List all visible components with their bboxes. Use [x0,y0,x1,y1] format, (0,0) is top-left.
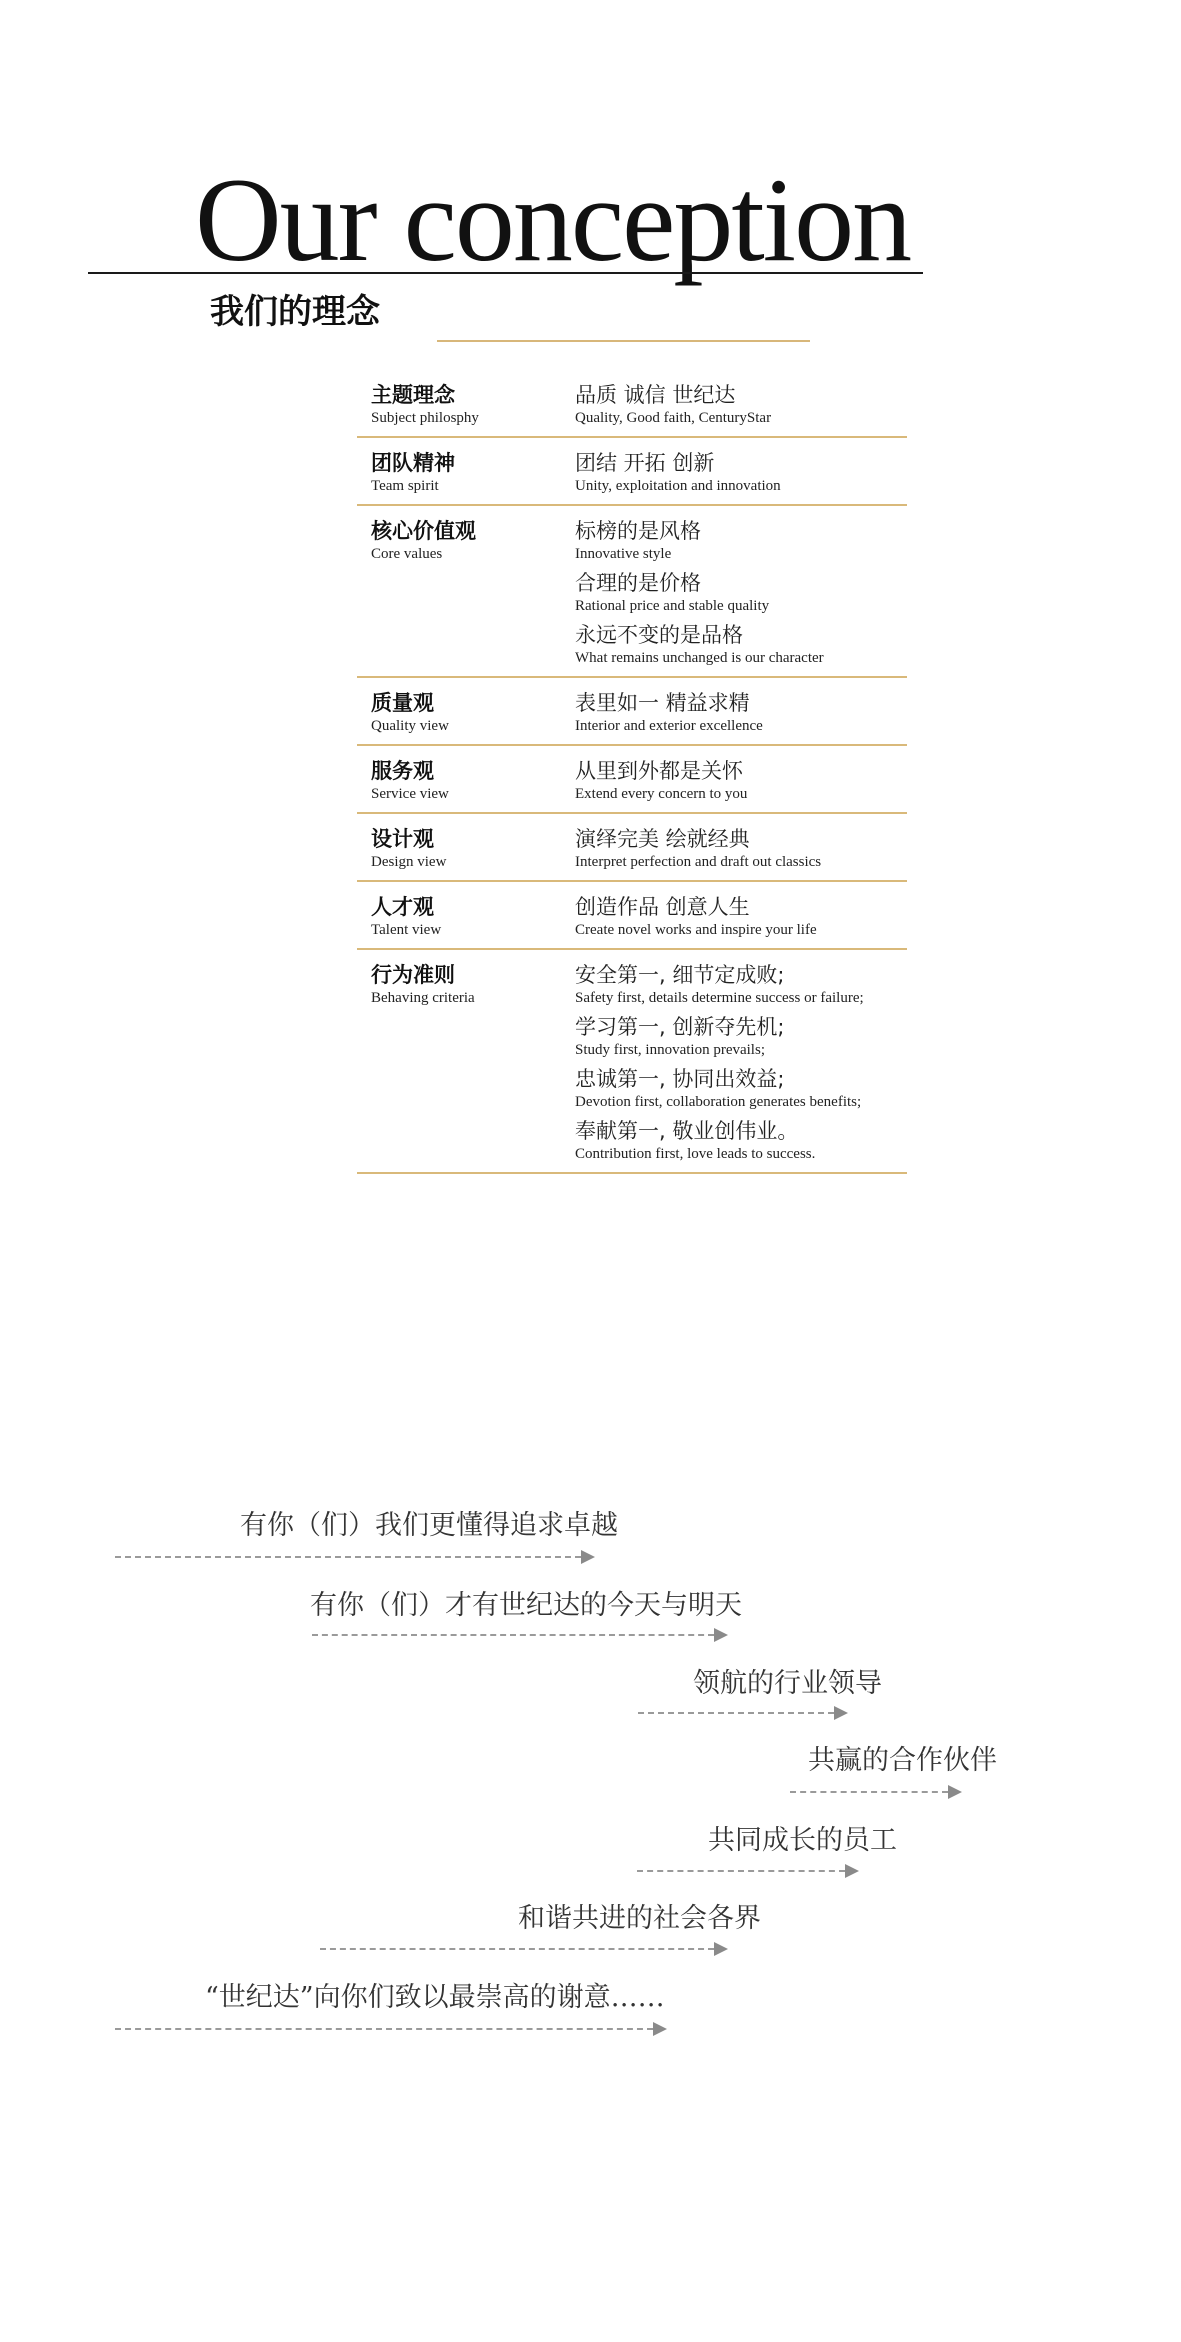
value-en: Interpret perfection and draft out classics [575,854,822,870]
dashed-arrow-icon [637,1864,859,1878]
thanks-line: 有你（们）才有世纪达的今天与明天 [310,1590,742,1621]
row-label-en: Design view [371,854,447,870]
value-cn: 品质 诚信 世纪达 [575,383,736,407]
row-label-cn: 主题理念 [371,383,455,407]
value-en: Study first, innovation prevails; [575,1042,765,1058]
row-label-en: Subject philosphy [371,410,479,426]
value-cn: 从里到外都是关怀 [575,759,743,783]
value-en: Contribution first, love leads to success. [575,1146,816,1162]
row-label-en: Behaving criteria [371,990,475,1006]
dashed-arrow-icon [320,1942,728,1956]
row-label-cn: 设计观 [371,827,434,851]
thanks-line: 有你（们）我们更懂得追求卓越 [240,1510,618,1541]
value-cn: 忠诚第一, 协同出效益; [575,1067,785,1091]
value-cn: 合理的是价格 [575,571,701,595]
row-label-en: Team spirit [371,478,439,494]
value-en: Create novel works and inspire your life [575,922,817,938]
value-cn: 永远不变的是品格 [575,623,743,647]
value-en: Extend every concern to you [575,786,748,802]
value-en: Devotion first, collaboration generates benefits; [575,1094,862,1110]
row-label-en: Core values [371,546,443,562]
dashed-arrow-icon [638,1706,848,1720]
value-cn: 安全第一, 细节定成败; [575,963,785,987]
value-en: Innovative style [575,546,672,562]
row-label-en: Service view [371,786,449,802]
value-en: Unity, exploitation and innovation [575,478,781,494]
row-label-cn: 核心价值观 [371,519,476,543]
row-label-cn: 质量观 [371,691,434,715]
row-label-cn: 人才观 [371,895,434,919]
value-en: Rational price and stable quality [575,598,770,614]
row-label-cn: 团队精神 [371,451,455,475]
value-cn: 演绎完美 绘就经典 [575,827,750,851]
thanks-line: 领航的行业领导 [693,1668,882,1699]
row-label-cn: 服务观 [371,759,434,783]
row-label-en: Talent view [371,922,442,938]
dashed-arrow-icon [115,1550,595,1564]
dashed-arrow-icon [312,1628,728,1642]
page-subtitle: 我们的理念 [210,292,380,332]
value-cn: 奉献第一, 敬业创伟业。 [575,1119,799,1143]
page-title: Our conception [195,153,911,286]
thanks-line: 和谐共进的社会各界 [518,1903,761,1934]
thanks-line: 共同成长的员工 [708,1825,897,1856]
value-en: Quality, Good faith, CenturyStar [575,410,772,426]
value-cn: 学习第一, 创新夺先机; [575,1015,785,1039]
dashed-arrow-icon [115,2022,667,2036]
value-cn: 标榜的是风格 [575,519,701,543]
value-en: Interior and exterior excellence [575,718,763,734]
value-cn: 创造作品 创意人生 [575,895,750,919]
dashed-arrow-icon [790,1785,962,1799]
thanks-line: 共赢的合作伙伴 [808,1745,997,1776]
row-label-en: Quality view [371,718,449,734]
value-cn: 表里如一 精益求精 [575,691,750,715]
row-label-cn: 行为准则 [371,963,455,987]
thanks-line: “世纪达”向你们致以最崇高的谢意…… [205,1982,665,2013]
value-cn: 团结 开拓 创新 [575,451,715,475]
value-en: Safety first, details determine success or failure; [575,990,864,1006]
value-en: What remains unchanged is our character [575,650,824,666]
